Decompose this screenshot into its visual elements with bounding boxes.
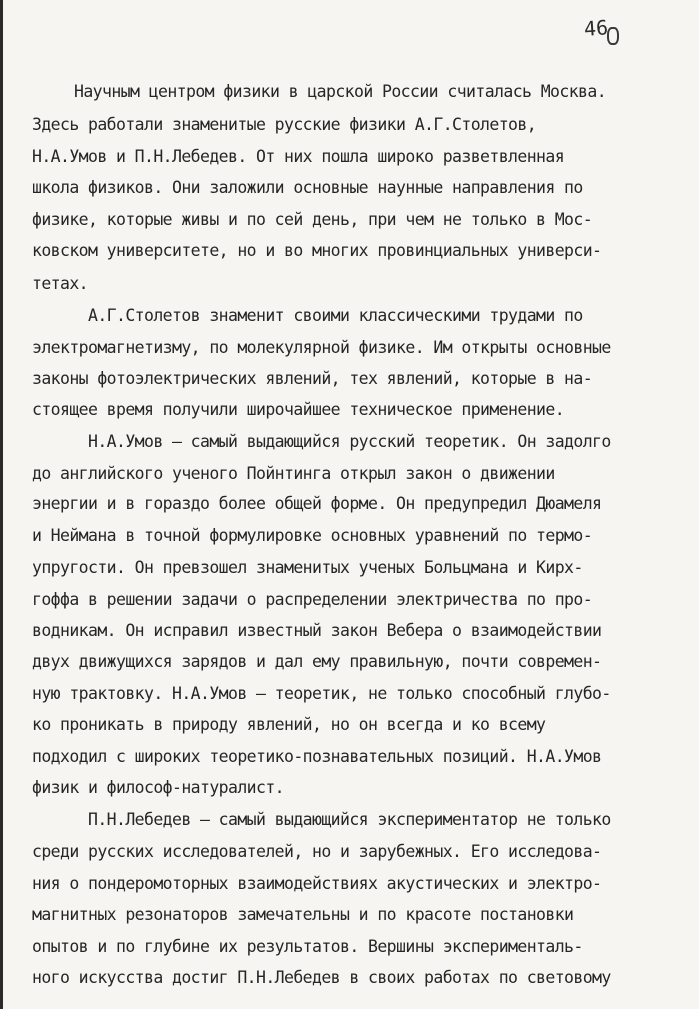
text-line-26: ния о пондеромоторных взаимодействиях акустических и электро- xyxy=(32,874,602,893)
text-line-11: стоящее время получили широчайшее техническое применение. xyxy=(32,400,565,419)
text-line-22: подходил с широких теоретико-познавательных позиций. Н.А.Умов xyxy=(32,747,602,766)
text-line-10: законы фотоэлектрических явлений, тех явлений, которые в на- xyxy=(32,369,593,388)
page-number: 46 xyxy=(583,15,609,41)
text-line-27: магнитных резонаторов замечательны и по красоте постановки xyxy=(32,905,574,924)
text-line-16: упругости. Он превзошел знаменитых ученых Больцмана и Кирх- xyxy=(32,558,583,577)
text-line-4: школа физиков. Они заложили основные наунные направления по xyxy=(32,178,583,197)
text-line-17: гоффа в решении задачи о распределении электричества по про- xyxy=(32,590,593,609)
text-line-3: Н.А.Умов и П.Н.Лебедев. От них пошла широко разветвленная xyxy=(32,147,565,166)
text-line-29: ного искусства достиг П.Н.Лебедев в своих работах по световому xyxy=(32,968,611,987)
text-line-5: физике, которые живы и по сей день, при чем не только в Мос- xyxy=(32,210,593,229)
text-line-18: водникам. Он исправил известный закон Вебера о взаимодействии xyxy=(32,621,602,640)
text-line-15: и Неймана в точной формулировке основных уравнений по термо- xyxy=(32,526,593,545)
text-line-20: ную трактовку. Н.А.Умов – теоретик, не только способный глубо- xyxy=(32,684,611,703)
text-line-24: П.Н.Лебедев – самый выдающийся экспериментатор не только xyxy=(88,810,611,829)
text-line-12: Н.А.Умов – самый выдающийся русский теоретик. Он задолго xyxy=(88,432,611,451)
text-line-21: ко проникать в природу явлений, но он всегда и ко всему xyxy=(32,715,546,734)
text-line-1: Научным центром физики в царской России считалась Москва. xyxy=(74,82,607,101)
text-line-8: А.Г.Столетов знаменит своими классическими трудами по xyxy=(88,306,583,325)
text-line-6: ковском университете, но и во многих провинциальных универси- xyxy=(32,241,602,260)
text-line-19: двух движущихся зарядов и дал ему правильную, почти современ- xyxy=(32,652,602,671)
text-line-25: среди русских исследователей, но и зарубежных. Его исследова- xyxy=(32,842,602,861)
text-line-9: электромагнетизму, по молекулярной физике. Им открыты основные xyxy=(32,338,611,357)
text-line-14: энергии и в гораздо более общей форме. Он предупредил Дюамеля xyxy=(32,494,602,513)
text-line-7: тетах. xyxy=(32,274,89,293)
text-line-13: до английского ученого Пойнтинга открыл закон о движении xyxy=(32,464,555,483)
text-line-23: физик и философ-натуралист. xyxy=(32,778,285,797)
text-line-28: опытов и по глубине их результатов. Вершины эксперименталь- xyxy=(32,937,583,956)
text-line-2: Здесь работали знаменитые русские физики А.Г.Столетов, xyxy=(32,115,537,134)
